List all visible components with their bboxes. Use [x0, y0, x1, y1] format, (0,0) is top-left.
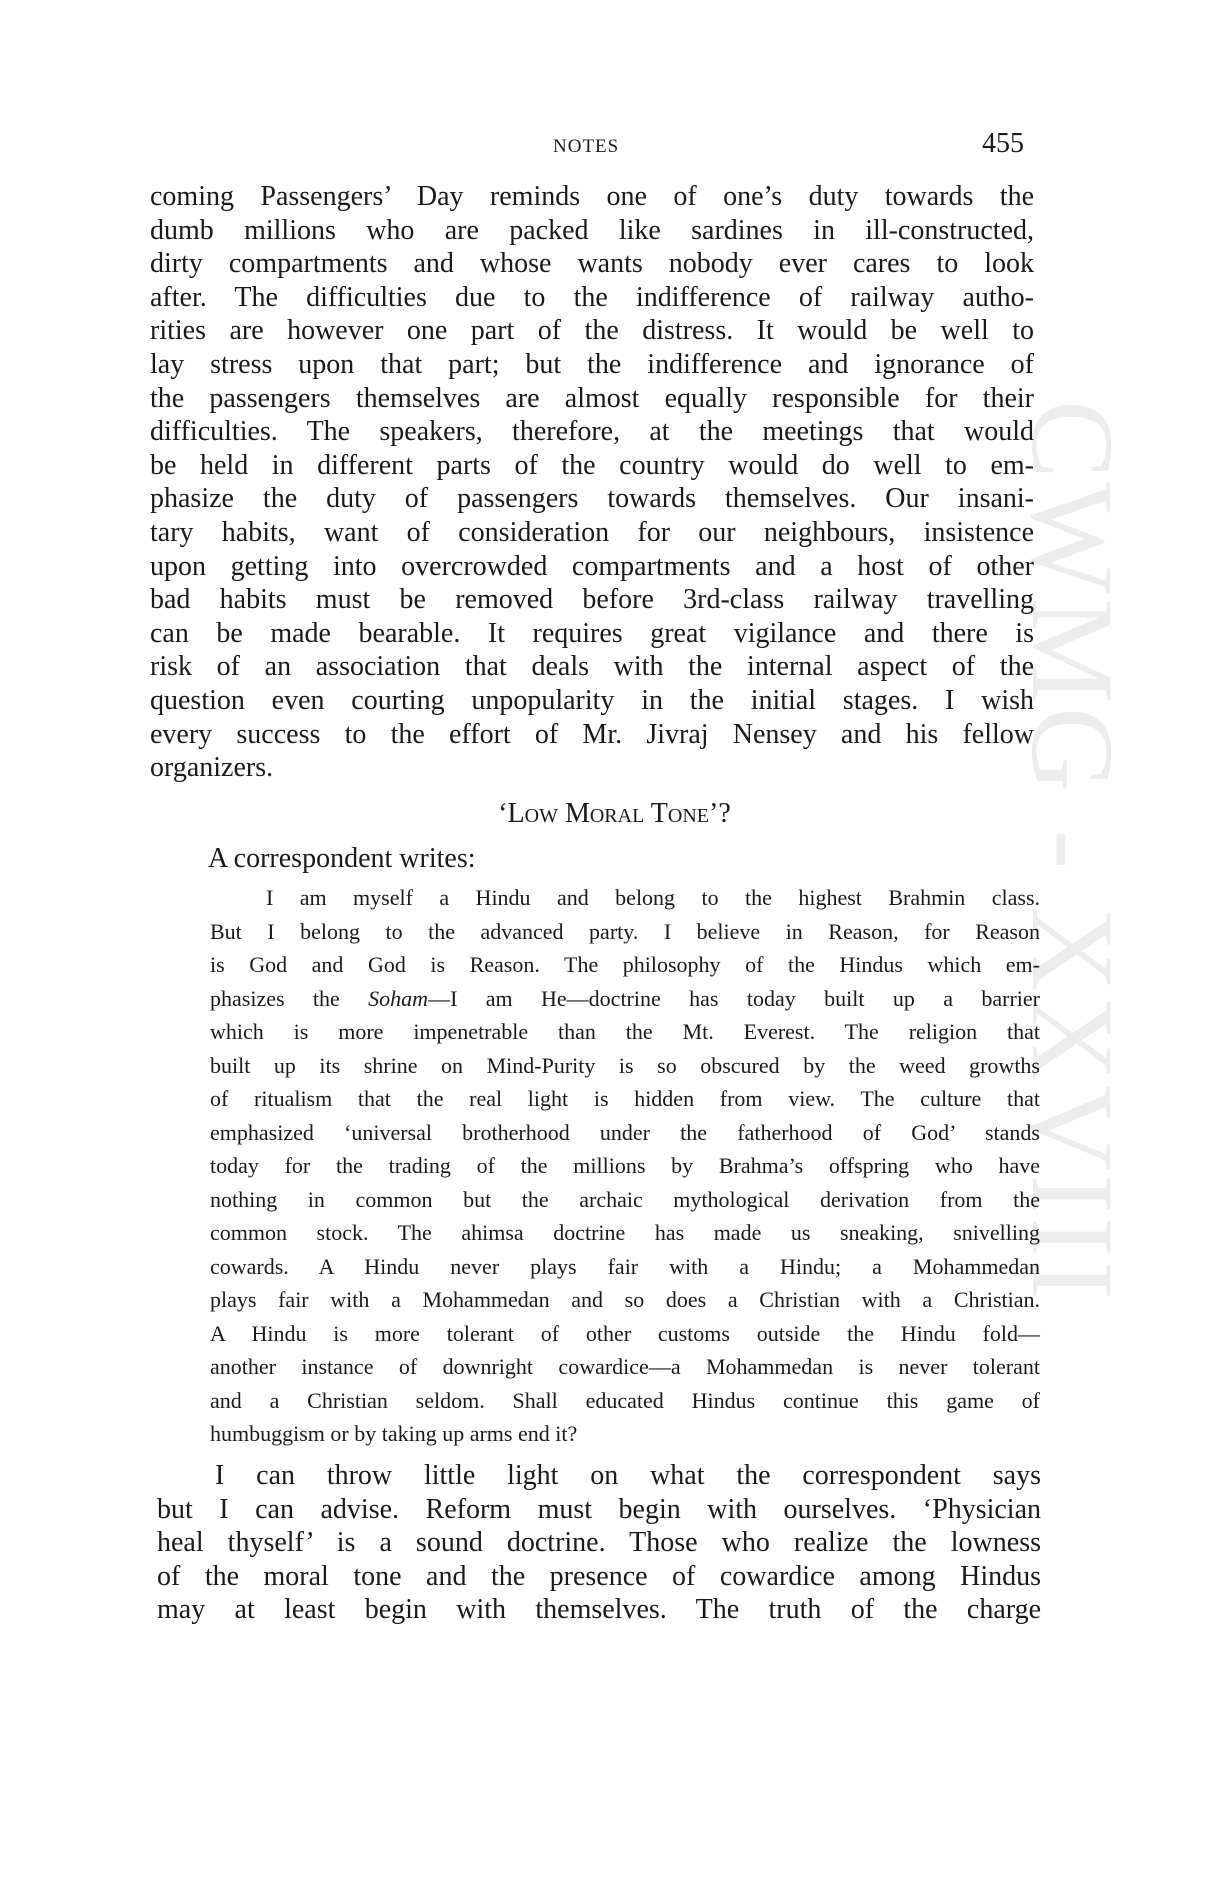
- text-line: may at least begin with themselves. The truth of the charge: [157, 1594, 1041, 1626]
- text-line: the passengers themselves are almost equally responsible for their: [150, 382, 1034, 414]
- text-line: A Hindu is more tolerant of other customs outside the Hindu fold—: [210, 1320, 1040, 1346]
- text-line: emphasized ‘universal brotherhood under the fatherhood of God’ stands: [210, 1119, 1040, 1145]
- text-line: But I belong to the advanced party. I believe in Reason, for Reason: [210, 918, 1040, 944]
- paragraph-1: [150, 180, 1034, 785]
- text-line: plays fair with a Mohammedan and so does a Christian with a Christian.: [210, 1287, 1040, 1312]
- text-line: rities are however one part of the distress. It would be well to: [150, 315, 1034, 347]
- text-line: every success to the effort of Mr. Jivraj Nensey and his fellow: [150, 718, 1034, 750]
- text-line: dumb millions who are packed like sardines in ill-constructed,: [150, 214, 1034, 246]
- watermark: CWMG - XXVIII: [1007, 400, 1138, 1305]
- text-line: another instance of downright cowardice—a Mohammedan is never tolerant: [210, 1354, 1040, 1379]
- text-line: is God and God is Reason. The philosophy of the Hindus which em-: [210, 952, 1040, 977]
- text-line: difficulties. The speakers, therefore, at the meetings that would: [150, 416, 1034, 448]
- text-line: risk of an association that deals with the internal aspect of the: [150, 651, 1034, 683]
- text-line: humbuggism or by taking up arms end it?: [210, 1421, 578, 1446]
- text-line: question even courting unpopularity in the initial stages. I wish: [150, 684, 1034, 716]
- text-line: and a Christian seldom. Shall educated Hindus continue this game of: [210, 1387, 1040, 1413]
- quote-intro: A correspondent writes:: [208, 843, 476, 874]
- text-line: common stock. The ahimsa doctrine has made us sneaking, snivelling: [210, 1220, 1040, 1245]
- section-heading: ‘Low Moral Tone’?: [498, 798, 731, 829]
- text-line: upon getting into overcrowded compartments and a host of other: [150, 550, 1034, 582]
- text-line: but I can advise. Reform must begin with ourselves. ‘Physician: [157, 1493, 1041, 1525]
- text-line: organizers.: [150, 752, 274, 784]
- running-title: NOTES: [553, 136, 620, 157]
- text-line: of the moral tone and the presence of cowardice among Hindus: [157, 1560, 1041, 1592]
- text-line: dirty compartments and whose wants nobody ever cares to look: [150, 248, 1034, 280]
- text-line: phasize the duty of passengers towards themselves. Our insani-: [150, 483, 1034, 515]
- text-line: of ritualism that the real light is hidden from view. The culture that: [210, 1086, 1040, 1111]
- text-line: I can throw little light on what the correspondent says: [215, 1460, 1041, 1491]
- page-number: 455: [982, 128, 1024, 159]
- text-line: bad habits must be removed before 3rd-class railway travelling: [150, 584, 1034, 616]
- text-line: coming Passengers’ Day reminds one of one’s duty towards the: [150, 181, 1034, 212]
- text-line: I am myself a Hindu and belong to the highest Brahmin class.: [266, 885, 1040, 910]
- text-line: built up its shrine on Mind-Purity is so obscured by the weed growths: [210, 1052, 1040, 1078]
- text-line: which is more impenetrable than the Mt. Everest. The religion that: [210, 1019, 1040, 1044]
- text-line: be held in different parts of the country would do well to em-: [150, 449, 1034, 481]
- text-line: tary habits, want of consideration for our neighbours, insistence: [150, 516, 1034, 548]
- text-line: can be made bearable. It requires great vigilance and there is: [150, 617, 1034, 649]
- block-quote: [210, 881, 1040, 1451]
- text-line: nothing in common but the archaic mythological derivation from the: [210, 1186, 1040, 1212]
- text-line: heal thyself’ is a sound doctrine. Those who realize the lowness: [157, 1527, 1041, 1559]
- paragraph-2: [157, 1459, 1041, 1627]
- text-line: cowards. A Hindu never plays fair with a Hindu; a Mohammedan: [210, 1253, 1040, 1279]
- text-line: phasizes the Soham—I am He—doctrine has today built up a barrier: [210, 985, 1040, 1011]
- text-line: after. The difficulties due to the indifference of railway autho-: [150, 281, 1034, 313]
- text-line: today for the trading of the millions by Brahma’s offspring who have: [210, 1153, 1040, 1178]
- text-line: lay stress upon that part; but the indifference and ignorance of: [150, 348, 1034, 380]
